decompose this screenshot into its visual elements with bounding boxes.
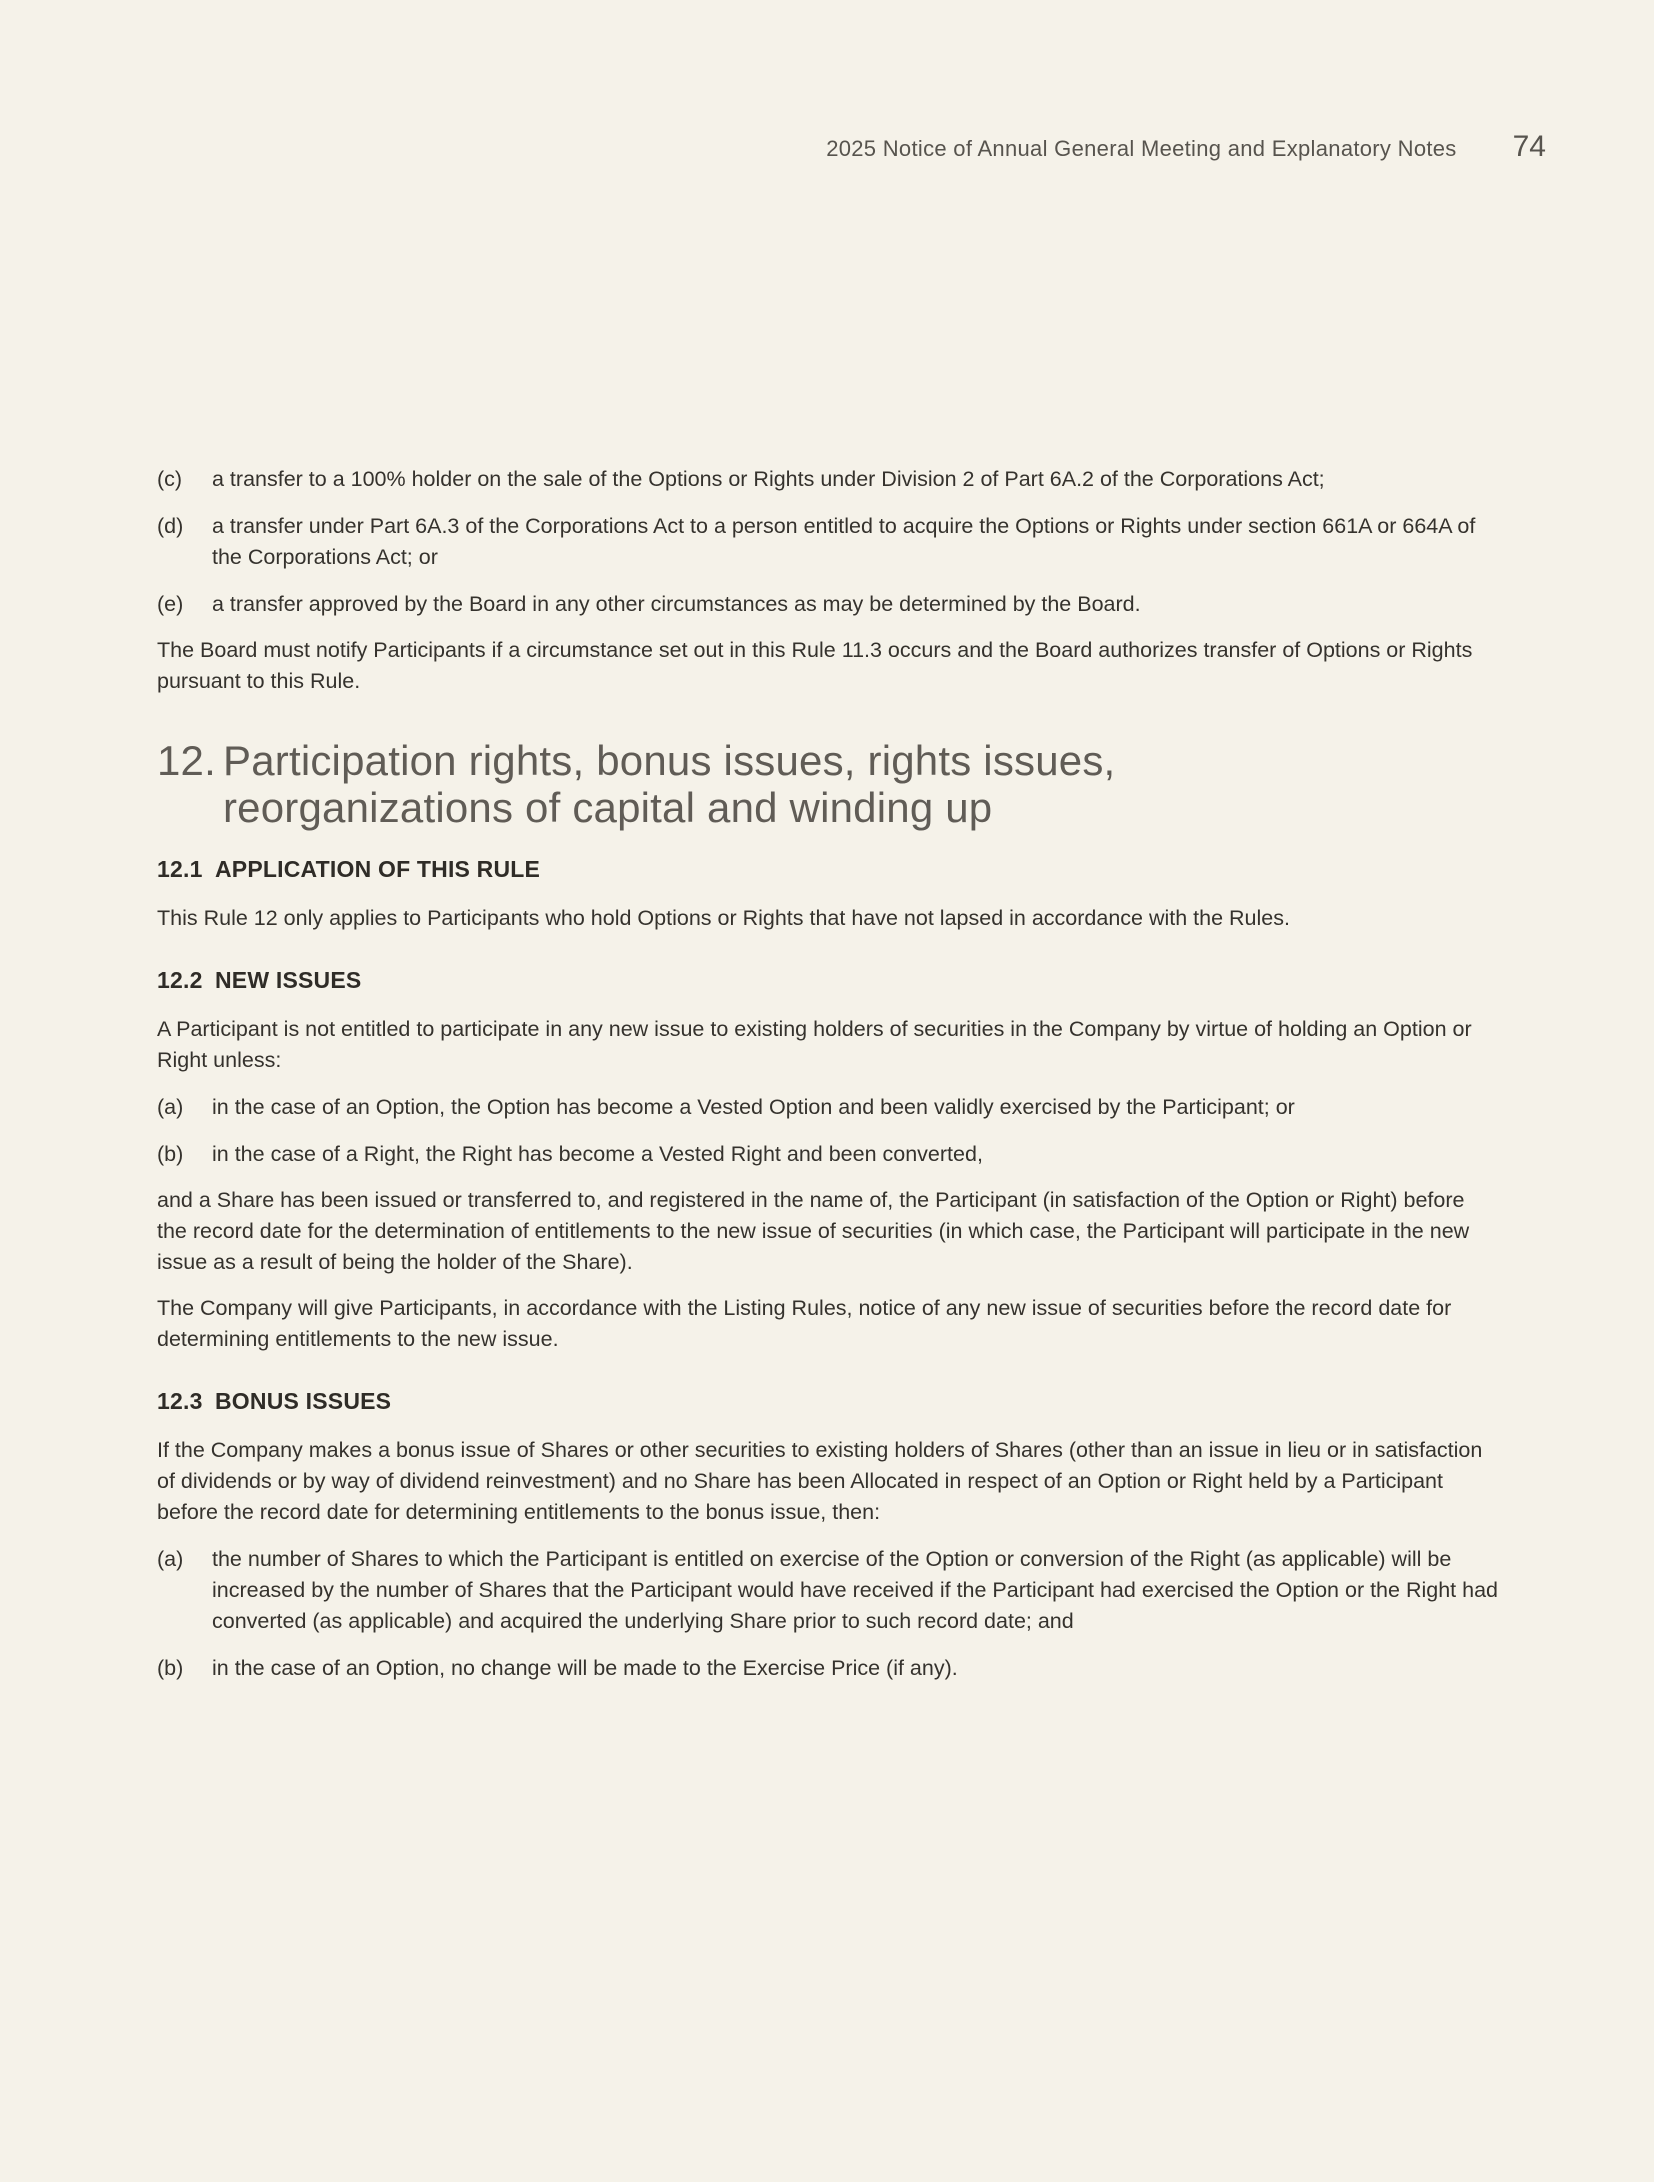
list-text: a transfer under Part 6A.3 of the Corporations Act to a person entitled to acquire the Options or Rights under section 661A or 664A of the Corporations Act; or — [212, 514, 1476, 569]
subheading-12-2 — [157, 966, 1499, 994]
page-content — [157, 0, 1499, 1684]
list-label: (d) — [157, 514, 184, 538]
list-text: in the case of an Option, the Option has become a Vested Option and been validly exercised by the Participant; or — [212, 1095, 1295, 1119]
section-12-heading — [157, 737, 1499, 831]
list-text: a transfer to a 100% holder on the sale of the Options or Rights under Division 2 of Part 6A.2 of the Corporations Act; — [212, 467, 1325, 491]
list-text: a transfer approved by the Board in any other circumstances as may be determined by the Board. — [212, 592, 1141, 616]
list-text: the number of Shares to which the Participant is entitled on exercise of the Option or conversion of the Right (as applicable) will be increased by the number of Shares that the Participant would have received if the Participant had exercised the Option or the Right had converted (as applicable) and acquired the underlying Share prior to such record date; and — [212, 1547, 1498, 1633]
paragraph-12-2-notice: The Company will give Participants, in accordance with the Listing Rules, notice of any new issue of securities before the record date for determining entitlements to the new issue. — [157, 1296, 1452, 1351]
subsection-number: 12.2 — [157, 967, 203, 993]
list-item-e — [157, 589, 1499, 620]
subsection-title: BONUS ISSUES — [215, 1388, 392, 1414]
list-item-d — [157, 511, 1499, 573]
top-spacer — [157, 0, 1499, 464]
list-text: in the case of a Right, the Right has become a Vested Right and been converted, — [212, 1142, 983, 1166]
paragraph-12-3-intro: If the Company makes a bonus issue of Shares or other securities to existing holders of Shares (other than an issue in lieu or in satisfaction of dividends or by way of dividend reinvestment) and no Share has been Allocated in respect of an Option or Right held by a Participant before the record date for determining entitlements to the bonus issue, then: — [157, 1438, 1483, 1524]
subsection-title: NEW ISSUES — [215, 967, 362, 993]
list-item-c — [157, 464, 1499, 495]
header-title: 2025 Notice of Annual General Meeting and Explanatory Notes — [826, 136, 1457, 161]
list-label: (a) — [157, 1095, 184, 1119]
paragraph-12-1: This Rule 12 only applies to Participants who hold Options or Rights that have not lapsed in accordance with the Rules. — [157, 906, 1290, 930]
subsection-title: APPLICATION OF THIS RULE — [215, 856, 541, 882]
subsection-number: 12.3 — [157, 1388, 203, 1414]
list-text: in the case of an Option, no change will be made to the Exercise Price (if any). — [212, 1656, 958, 1680]
list-item-12-3-a — [157, 1544, 1499, 1637]
list-label: (b) — [157, 1656, 184, 1680]
section-number: 12. — [157, 737, 216, 784]
list-item-12-2-a — [157, 1092, 1499, 1123]
paragraph-board-notify: The Board must notify Participants if a circumstance set out in this Rule 11.3 occurs and the Board authorizes transfer of Options or Rights pursuant to this Rule. — [157, 638, 1473, 693]
paragraph-12-2-share: and a Share has been issued or transferred to, and registered in the name of, the Participant (in satisfaction of the Option or Right) before the record date for the determination of entitlements to the new issue of securities (in which case, the Participant will participate in the new issue as a result of being the holder of the Share). — [157, 1188, 1470, 1274]
subheading-12-3 — [157, 1387, 1499, 1415]
list-label: (a) — [157, 1547, 184, 1571]
section-title: Participation rights, bonus issues, rights issues, reorganizations of capital and winding up — [223, 737, 1116, 831]
list-label: (b) — [157, 1142, 184, 1166]
list-label: (c) — [157, 467, 183, 491]
paragraph-12-2-intro: A Participant is not entitled to participate in any new issue to existing holders of securities in the Company by virtue of holding an Option or Right unless: — [157, 1017, 1472, 1072]
page-number: 74 — [1512, 130, 1546, 163]
list-label: (e) — [157, 592, 184, 616]
subheading-12-1 — [157, 855, 1499, 883]
subsection-number: 12.1 — [157, 856, 203, 882]
list-item-12-3-b — [157, 1653, 1499, 1684]
list-item-12-2-b — [157, 1139, 1499, 1170]
